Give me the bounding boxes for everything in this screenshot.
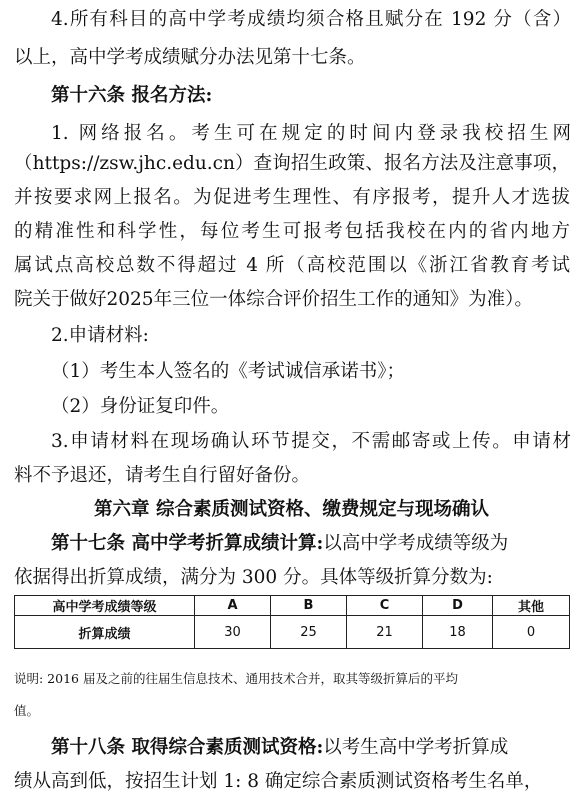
paragraph-line: 绩从高到低，按招生计划 1: 8 确定综合素质测试资格考生名单， <box>14 771 543 792</box>
chapter-heading: 第六章 综合素质测试资格、缴费规定与现场确认 <box>94 499 489 520</box>
table-header-cell: 高中学考成绩等级 <box>15 596 195 616</box>
article-17-text: 以高中学考成绩等级为 <box>323 533 509 554</box>
article-18-heading: 第十八条 取得综合素质测试资格: <box>51 737 324 758</box>
table-cell: 25 <box>271 616 347 649</box>
table-header-cell: D <box>423 596 493 616</box>
table-header-cell: 其他 <box>493 596 570 616</box>
table-header-cell: C <box>347 596 423 616</box>
table-cell: 折算成绩 <box>15 616 195 649</box>
paragraph-line: 的精准性和科学性，每位考生可报考包括我校在内的省内地方 <box>14 221 570 242</box>
paragraph-line: 属试点高校总数不得超过 4 所（高校范围以《浙江省教育考试 <box>14 255 570 276</box>
table-row <box>15 616 570 649</box>
table-cell: 18 <box>423 616 493 649</box>
table-note: 值。 <box>14 703 40 718</box>
table-header-cell: A <box>195 596 271 616</box>
article-18-text: 以考生高中学考折算成 <box>323 737 509 758</box>
table-header-row <box>15 596 570 616</box>
article-16-heading: 第十六条 报名方法: <box>51 85 213 106</box>
article-18-line <box>51 734 571 762</box>
paragraph-line: 并按要求网上报名。为促进考生理性、有序报考，提升人才选拔 <box>14 187 570 208</box>
table-cell: 21 <box>347 616 423 649</box>
paragraph-line: 2.申请材料: <box>51 325 149 346</box>
table-cell: 0 <box>493 616 570 649</box>
table-cell: 30 <box>195 616 271 649</box>
table-note: 说明: 2016 届及之前的往届生信息技术、通用技术合并，取其等级折算后的平均 <box>14 671 458 686</box>
paragraph-line: 院关于做好2025年三位一体综合评价招生工作的通知》为准）。 <box>14 289 533 310</box>
table-header-cell: B <box>271 596 347 616</box>
paragraph-line: 1. 网络报名。考生可在规定的时间内登录我校招生网 <box>51 123 571 144</box>
article-17-line <box>51 530 571 558</box>
paragraph-line: 依据得出折算成绩，满分为 300 分。具体等级折算分数为: <box>14 567 493 588</box>
score-conversion-table <box>14 595 570 649</box>
list-item: （1）考生本人签名的《考试诚信承诺书》； <box>51 361 406 382</box>
article-17-heading: 第十七条 高中学考折算成绩计算: <box>51 533 324 554</box>
paragraph-line: （https://zsw.jhc.edu.cn）查询招生政策、报名方法及注意事项， <box>14 153 570 174</box>
paragraph-line: 4.所有科目的高中学考成绩均须合格且赋分在 192 分（含） <box>51 9 571 30</box>
paragraph-line: 料不予退还，请考生自行留好备份。 <box>14 465 311 486</box>
list-item: （2）身份证复印件。 <box>51 396 230 417</box>
paragraph-line: 3.申请材料在现场确认环节提交，不需邮寄或上传。申请材 <box>51 431 571 452</box>
paragraph-line: 以上，高中学考成绩赋分办法见第十七条。 <box>14 47 366 68</box>
